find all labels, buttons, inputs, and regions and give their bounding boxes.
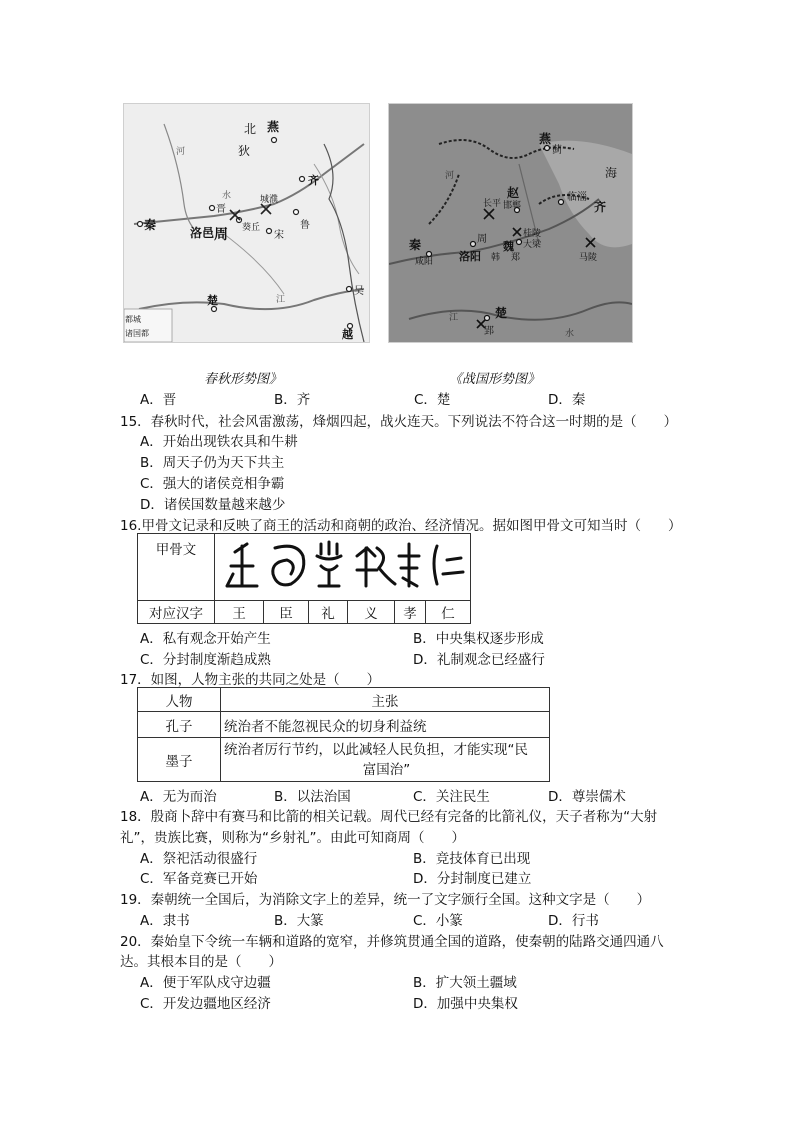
q19-option-c[interactable]: C．小篆 <box>413 913 463 929</box>
warring-states-map-caption: 《战国形势图》 <box>449 372 541 387</box>
q20-option-b[interactable]: B．扩大领土疆域 <box>413 975 517 991</box>
q18-option-b[interactable]: B．竞技体育已出现 <box>413 851 531 867</box>
thinker-mozi-claim-line2: 富国治” <box>362 761 411 778</box>
q18-option-d[interactable]: D．分封制度已建立 <box>413 871 532 887</box>
map1-label-chu: 楚 <box>207 294 218 307</box>
map1-label-lu: 鲁 <box>300 220 310 231</box>
map1-label-zhou: 周 <box>214 227 228 243</box>
map1-label-north: 北 <box>244 122 257 136</box>
map2-label-handan: 邯郸 <box>503 201 522 211</box>
map1-label-yue: 越 <box>342 328 353 341</box>
map2-label-xianyang: 咸阳 <box>415 257 434 267</box>
map2-label-luoyang: 洛阳 <box>459 250 481 263</box>
q16-option-c[interactable]: C．分封制度渐趋成熟 <box>140 652 271 668</box>
map2-label-jiang: 江 <box>449 313 459 323</box>
q15-option-a[interactable]: A．开始出现铁农具和牛耕 <box>140 434 298 450</box>
map2-label-he: 河 <box>445 171 455 181</box>
q14-option-d[interactable]: D．秦 <box>548 392 586 408</box>
q19-option-a[interactable]: A．隶书 <box>140 913 190 929</box>
thinkers-header-claim: 主张 <box>221 688 550 712</box>
oracle-char-li: 礼 <box>309 601 348 624</box>
oracle-glyphs <box>217 534 469 596</box>
map1-label-kuiqiu: 葵丘 <box>242 223 261 233</box>
thinker-mozi-claim <box>221 738 550 782</box>
q17-option-a[interactable]: A．无为而治 <box>140 789 217 805</box>
map1-label-di: 狄 <box>238 144 251 158</box>
map2-label-zhou: 周 <box>477 234 487 245</box>
thinkers-header-person: 人物 <box>138 688 221 712</box>
q17-option-b[interactable]: B．以法治国 <box>274 789 351 805</box>
thinker-confucius-claim: 统治者不能忽视民众的切身利益统 <box>221 712 550 738</box>
map2-label-ji: 蓟 <box>552 145 562 156</box>
q18-option-c[interactable]: C．军备竞赛已开始 <box>140 871 258 887</box>
spring-autumn-map-caption: 春秋形势图》 <box>204 372 283 387</box>
q14-option-c[interactable]: C．楚 <box>414 392 451 408</box>
map2-label-maling: 马陵 <box>579 253 598 263</box>
map1-label-qin: 秦 <box>144 218 157 232</box>
map1-label-qi: 齐 <box>308 174 319 187</box>
q20-stem-line2: 达。其根本目的是（ ） <box>120 954 282 970</box>
oracle-header: 甲骨文 <box>138 534 215 601</box>
q19-option-b[interactable]: B．大篆 <box>274 913 324 929</box>
q18-stem-line1: 18．殷商卜辞中有赛马和比箭的相关记载。周代已经有完备的比箭礼仪，天子者称为“大射 <box>120 809 658 825</box>
map2-label-qin: 秦 <box>409 238 422 252</box>
map2-label-han: 韩 <box>491 253 501 263</box>
map1-label-yan: 燕 <box>267 120 280 134</box>
q17-option-d[interactable]: D．尊崇儒术 <box>548 789 626 805</box>
map2-label-hai: 海 <box>605 166 618 180</box>
q15-stem: 15．春秋时代，社会风雷激荡，烽烟四起，战火连天。下列说法不符合这一时期的是（ ） <box>120 414 678 430</box>
map1-label-luoyi: 洛邑 <box>190 226 215 240</box>
map1-label-wu: 吴 <box>354 286 364 297</box>
spring-autumn-map <box>123 103 370 343</box>
map1-label-shui: 水 <box>222 191 232 201</box>
map1-label-chengpu: 城濮 <box>260 195 279 205</box>
q15-option-c[interactable]: C．强大的诸侯竞相争霸 <box>140 476 285 492</box>
q20-option-d[interactable]: D．加强中央集权 <box>413 996 518 1012</box>
q15-option-d[interactable]: D．诸侯国数量越来越少 <box>140 497 286 513</box>
map2-label-qi: 齐 <box>594 200 607 214</box>
warring-states-map <box>388 103 633 343</box>
map2-label-zheng: 郑 <box>511 253 521 263</box>
q15-option-b[interactable]: B．周天子仍为天下共主 <box>140 455 285 471</box>
thinker-mozi: 墨子 <box>138 738 221 782</box>
q20-option-c[interactable]: C．开发边疆地区经济 <box>140 996 271 1012</box>
map2-label-changping: 长平 <box>483 199 502 209</box>
q20-option-a[interactable]: A．便于军队戍守边疆 <box>140 975 271 991</box>
map1-label-he: 河 <box>176 147 186 157</box>
q14-option-a[interactable]: A．晋 <box>140 392 177 408</box>
thinker-mozi-claim-line1: 统治者厉行节约，以此减轻人民负担，才能实现“民 <box>224 741 528 758</box>
q17-stem: 17．如图，人物主张的共同之处是（ ） <box>120 672 381 688</box>
thinkers-table <box>137 687 550 782</box>
q19-option-d[interactable]: D．行书 <box>548 913 599 929</box>
q16-option-a[interactable]: A．私有观念开始产生 <box>140 631 271 647</box>
map2-label-shui: 水 <box>565 329 575 339</box>
map2-label-zhao: 赵 <box>507 186 520 200</box>
oracle-char-ren: 仁 <box>425 601 470 624</box>
oracle-glyphs-cell <box>215 534 471 601</box>
q18-option-a[interactable]: A．祭祀活动很盛行 <box>140 851 258 867</box>
q20-stem-line1: 20．秦始皇下令统一车辆和道路的宽窄，并修筑贯通全国的道路，使秦朝的陆路交通四通八 <box>120 934 664 950</box>
oracle-char-wang: 王 <box>215 601 264 624</box>
map2-label-guiling: 桂陵 <box>523 229 542 239</box>
map2-label-yan: 燕 <box>539 132 552 146</box>
q19-stem: 19．秦朝统一全国后，为消除文字上的差异，统一了文字颁行全国。这种文字是（ ） <box>120 892 651 908</box>
q14-option-b[interactable]: B．齐 <box>274 392 311 408</box>
map1-label-jiang: 江 <box>276 295 286 305</box>
map1-label-song: 宋 <box>274 230 284 241</box>
oracle-char-yi: 义 <box>348 601 395 624</box>
thinker-confucius: 孔子 <box>138 712 221 738</box>
map2-label-daliang: 大梁 <box>523 240 542 250</box>
map2-label-ying: 郢 <box>484 326 494 337</box>
map2-label-linzi: 临淄 <box>567 192 587 203</box>
map2-label-wei: 魏 <box>503 240 514 253</box>
oracle-bone-table <box>137 533 471 624</box>
map1-legend-states: 诸国都 <box>125 329 149 338</box>
q17-option-c[interactable]: C．关注民生 <box>413 789 490 805</box>
q16-stem: 16.甲骨文记录和反映了商王的活动和商朝的政治、经济情况。据如图甲骨文可知当时（ ） <box>120 518 682 534</box>
q16-option-d[interactable]: D．礼制观念已经盛行 <box>413 652 545 668</box>
q16-option-b[interactable]: B．中央集权逐步形成 <box>413 631 544 647</box>
oracle-char-xiao: 孝 <box>394 601 425 624</box>
q18-stem-line2: 礼”，贵族比赛，则称为“乡射礼”。由此可知商周（ ） <box>120 830 465 846</box>
oracle-char-chen: 臣 <box>264 601 309 624</box>
map1-label-jin: 晋 <box>216 204 226 215</box>
warring-states-map-drawing <box>389 104 632 342</box>
map1-legend-capital: 都城 <box>125 315 141 324</box>
map2-label-chu: 楚 <box>495 306 508 320</box>
oracle-chars-header: 对应汉字 <box>138 601 215 624</box>
